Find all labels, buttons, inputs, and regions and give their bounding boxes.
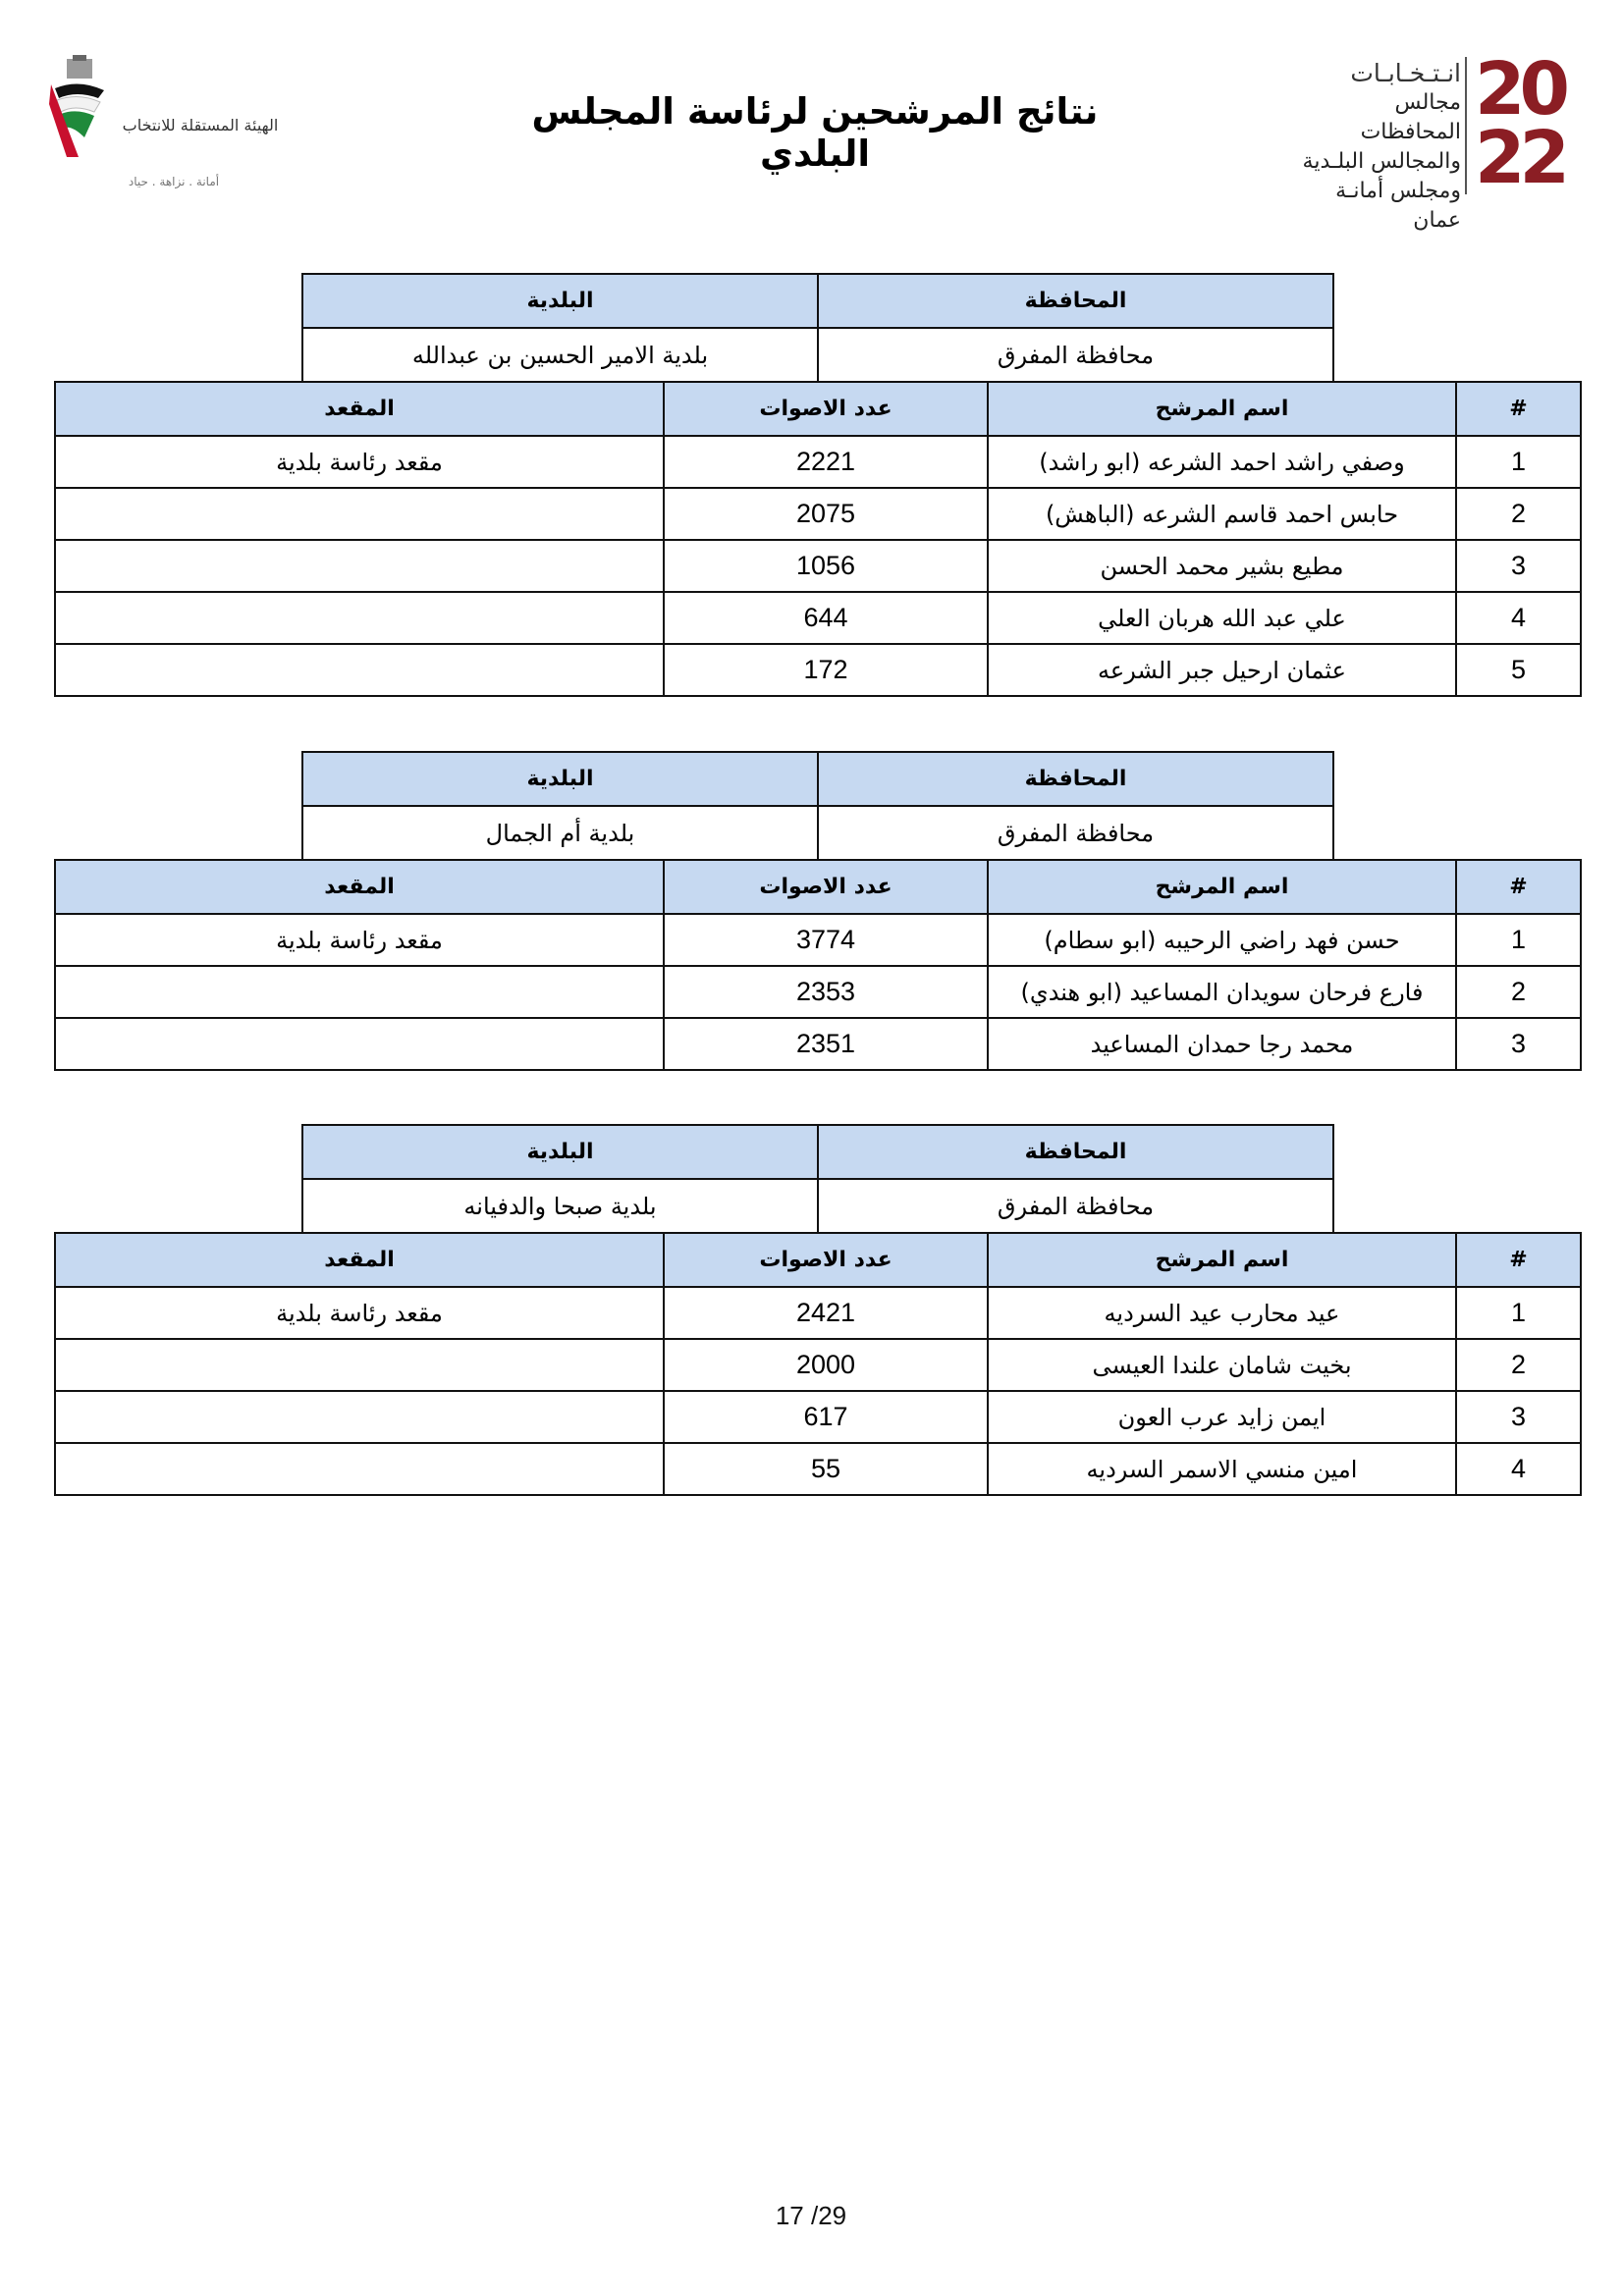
table-row [55, 592, 1581, 644]
year-mark [1475, 47, 1581, 200]
seat-cell [55, 966, 664, 1018]
vote-count: 2000 [664, 1339, 988, 1391]
candidate-name: محمد رجا حمدان المساعيد [988, 1018, 1456, 1070]
seat-cell: مقعد رئاسة بلدية [55, 914, 664, 966]
candidate-name-header: اسم المرشح [988, 860, 1456, 914]
table-row [55, 1391, 1581, 1443]
row-index: 2 [1456, 1339, 1581, 1391]
row-index: 4 [1456, 1443, 1581, 1495]
vote-count: 172 [664, 644, 988, 696]
table-row [55, 1339, 1581, 1391]
row-index: 3 [1456, 1018, 1581, 1070]
seat-cell [55, 1391, 664, 1443]
seat-cell: مقعد رئاسة بلدية [55, 436, 664, 488]
location-table [301, 1124, 1334, 1234]
logo-text [1296, 59, 1461, 236]
seat-header: المقعد [55, 382, 664, 436]
vote-count: 2221 [664, 436, 988, 488]
location-table [301, 273, 1334, 383]
year-bottom: 22 [1475, 116, 1564, 200]
vote-count: 2421 [664, 1287, 988, 1339]
candidate-name: وصفي راشد احمد الشرعه (ابو راشد) [988, 436, 1456, 488]
votes-header: عدد الاصوات [664, 1233, 988, 1287]
row-index: 3 [1456, 1391, 1581, 1443]
seat-header: المقعد [55, 860, 664, 914]
results-table [54, 859, 1582, 1071]
candidate-name: مطيع بشير محمد الحسن [988, 540, 1456, 592]
index-header: # [1456, 1233, 1581, 1287]
votes-header: عدد الاصوات [664, 860, 988, 914]
municipality-value: بلدية صبحا والدفيانه [302, 1179, 818, 1233]
logo-line-4: ومجلس أمانـة عمان [1335, 179, 1461, 233]
location-table [301, 751, 1334, 861]
vote-count: 55 [664, 1443, 988, 1495]
candidate-name-header: اسم المرشح [988, 382, 1456, 436]
vote-count: 644 [664, 592, 988, 644]
vote-count: 2075 [664, 488, 988, 540]
table-row [55, 966, 1581, 1018]
vote-count: 617 [664, 1391, 988, 1443]
row-index: 1 [1456, 1287, 1581, 1339]
vote-count: 2353 [664, 966, 988, 1018]
candidate-name: حسن فهد راضي الرحيبه (ابو سطام) [988, 914, 1456, 966]
candidate-name: بخيت شامان علندا العيسى [988, 1339, 1456, 1391]
org-name: الهيئة المستقلة للانتخاب [122, 116, 279, 134]
org-motto: أمانة . نزاهة . حياد [128, 175, 220, 188]
seat-cell [55, 540, 664, 592]
votes-header: عدد الاصوات [664, 382, 988, 436]
vote-count: 2351 [664, 1018, 988, 1070]
table-row [55, 540, 1581, 592]
table-row [55, 644, 1581, 696]
candidate-name: فارع فرحان سويدان المساعيد (ابو هندي) [988, 966, 1456, 1018]
row-index: 2 [1456, 488, 1581, 540]
seat-header: المقعد [55, 1233, 664, 1287]
municipality-header: البلدية [302, 1125, 818, 1179]
seat-cell [55, 488, 664, 540]
row-index: 3 [1456, 540, 1581, 592]
year-top: 20 [1475, 47, 1564, 132]
governorate-header: المحافظة [818, 274, 1333, 328]
ballot-box-flag-icon [49, 55, 118, 163]
vote-count: 3774 [664, 914, 988, 966]
logo-line-3: والمجالس البلـدية [1302, 149, 1461, 174]
table-row [55, 1287, 1581, 1339]
page-number: 17 /29 [775, 2201, 847, 2230]
municipality-value: بلدية أم الجمال [302, 806, 818, 860]
page-header [0, 0, 1623, 233]
iec-logo [49, 55, 279, 192]
index-header: # [1456, 860, 1581, 914]
row-index: 4 [1456, 592, 1581, 644]
seat-cell [55, 1018, 664, 1070]
governorate-value: محافظة المفرق [818, 328, 1333, 382]
logo-line-2: مجالس المحافظات [1360, 90, 1461, 144]
results-table [54, 381, 1582, 697]
logo-divider [1465, 57, 1467, 194]
logo-line-1: انـتـخـابـات [1350, 59, 1461, 87]
candidate-name: حابس احمد قاسم الشرعه (الباهش) [988, 488, 1456, 540]
governorate-value: محافظة المفرق [818, 806, 1333, 860]
candidate-name: عيد محارب عيد السرديه [988, 1287, 1456, 1339]
candidate-name: علي عبد الله هربان العلي [988, 592, 1456, 644]
seat-cell [55, 1443, 664, 1495]
candidate-name-header: اسم المرشح [988, 1233, 1456, 1287]
seat-cell: مقعد رئاسة بلدية [55, 1287, 664, 1339]
elections-2022-logo [1296, 47, 1581, 233]
seat-cell [55, 1339, 664, 1391]
vote-count: 1056 [664, 540, 988, 592]
row-index: 1 [1456, 914, 1581, 966]
governorate-value: محافظة المفرق [818, 1179, 1333, 1233]
results-table [54, 1232, 1582, 1496]
municipality-header: البلدية [302, 274, 818, 328]
table-row [55, 914, 1581, 966]
table-row [55, 1443, 1581, 1495]
seat-cell [55, 592, 664, 644]
governorate-header: المحافظة [818, 1125, 1333, 1179]
table-row [55, 436, 1581, 488]
municipality-header: البلدية [302, 752, 818, 806]
table-row [55, 1018, 1581, 1070]
page-title: نتائج المرشحين لرئاسة المجلس البلدي [531, 90, 1099, 175]
index-header: # [1456, 382, 1581, 436]
seat-cell [55, 644, 664, 696]
row-index: 2 [1456, 966, 1581, 1018]
candidate-name: امين منسي الاسمر السرديه [988, 1443, 1456, 1495]
municipality-value: بلدية الامير الحسين بن عبدالله [302, 328, 818, 382]
candidate-name: ايمن زايد عرب العون [988, 1391, 1456, 1443]
governorate-header: المحافظة [818, 752, 1333, 806]
row-index: 5 [1456, 644, 1581, 696]
candidate-name: عثمان ارحيل جبر الشرعه [988, 644, 1456, 696]
table-row [55, 488, 1581, 540]
row-index: 1 [1456, 436, 1581, 488]
